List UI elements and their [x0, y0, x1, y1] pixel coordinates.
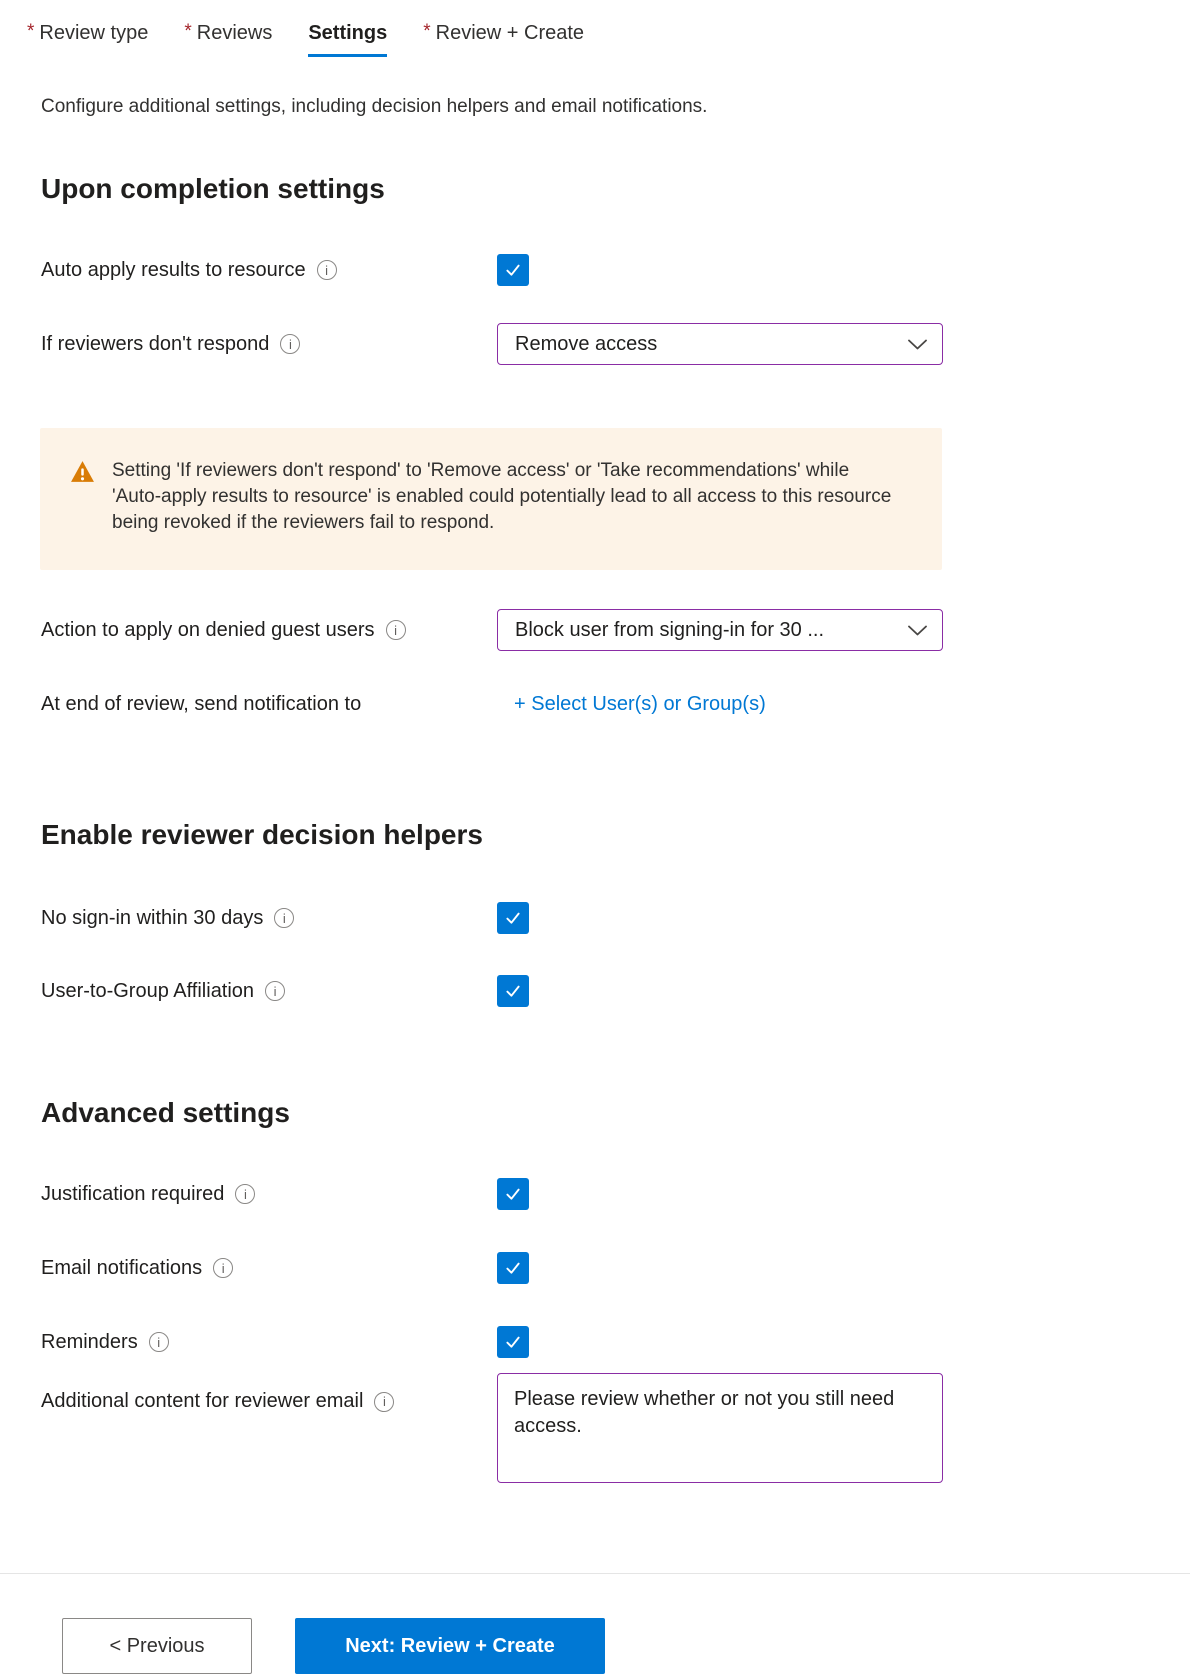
reminders-checkbox[interactable]	[497, 1326, 529, 1358]
reminders-label: Reminders	[41, 1330, 138, 1353]
tab-review-type[interactable]	[27, 22, 148, 54]
tab-label: Review + Create	[435, 22, 585, 44]
denied-guest-row	[41, 609, 1170, 651]
reviewer-email-content-row	[41, 1373, 1170, 1483]
select-users-groups-link[interactable]: + Select User(s) or Group(s)	[514, 692, 766, 715]
info-icon[interactable]	[280, 334, 300, 354]
info-icon[interactable]	[265, 981, 285, 1001]
reminders-row	[41, 1326, 1170, 1358]
email-notifications-label: Email notifications	[41, 1256, 203, 1279]
auto-apply-checkbox[interactable]	[497, 254, 529, 286]
info-icon[interactable]	[374, 1392, 394, 1412]
justification-label: Justification required	[41, 1182, 225, 1205]
no-respond-label: If reviewers don't respond	[41, 332, 270, 355]
tab-label: Settings	[308, 22, 387, 57]
chevron-down-icon	[908, 625, 927, 636]
end-notification-row	[41, 690, 1170, 718]
section-heading-advanced: Advanced settings	[41, 1097, 290, 1128]
info-icon[interactable]	[386, 620, 406, 640]
dropdown-selected-value: Block user from signing-in for 30 ...	[515, 618, 825, 641]
check-icon	[503, 260, 523, 280]
email-notifications-row	[41, 1252, 1170, 1284]
check-icon	[503, 1332, 523, 1352]
no-signin-label: No sign-in within 30 days	[41, 906, 264, 929]
reviewer-email-content-label: Additional content for reviewer email	[41, 1390, 364, 1412]
tab-settings[interactable]	[308, 22, 387, 57]
previous-button[interactable]: < Previous	[62, 1618, 252, 1674]
check-icon	[503, 908, 523, 928]
denied-guest-label: Action to apply on denied guest users	[41, 618, 375, 641]
no-signin-checkbox[interactable]	[497, 902, 529, 934]
info-icon[interactable]	[235, 1184, 255, 1204]
info-icon[interactable]	[213, 1258, 233, 1278]
next-review-create-button[interactable]: Next: Review + Create	[295, 1618, 605, 1674]
check-icon	[503, 981, 523, 1001]
denied-guest-action-dropdown[interactable]	[497, 609, 943, 651]
wizard-tabs	[27, 22, 584, 57]
if-reviewers-dont-respond-dropdown[interactable]	[497, 323, 943, 365]
warning-text: Setting 'If reviewers don't respond' to 'Remove access' or 'Take recommendations' while 'Auto-apply results to resource' is enabled could potentially lead to all access to this resource being revoked if the reviewers fail to respond.	[112, 460, 892, 533]
justification-checkbox[interactable]	[497, 1178, 529, 1210]
user-group-affiliation-label: User-to-Group Affiliation	[41, 979, 255, 1002]
tab-reviews[interactable]	[184, 22, 272, 54]
warning-banner	[40, 428, 942, 570]
footer-divider	[0, 1573, 1190, 1574]
chevron-down-icon	[908, 339, 927, 350]
reviewer-email-content-textarea[interactable]	[497, 1373, 943, 1483]
end-notification-label: At end of review, send notification to	[41, 692, 362, 715]
section-heading-decision-helpers: Enable reviewer decision helpers	[41, 819, 483, 850]
warning-icon	[70, 460, 95, 483]
auto-apply-row	[41, 254, 1170, 286]
auto-apply-label: Auto apply results to resource	[41, 258, 306, 281]
user-group-affiliation-checkbox[interactable]	[497, 975, 529, 1007]
check-icon	[503, 1184, 523, 1204]
intro-text: Configure additional settings, including decision helpers and email notifications.	[41, 96, 708, 117]
no-respond-row	[41, 323, 1170, 365]
info-icon[interactable]	[149, 1332, 169, 1352]
tab-review-create[interactable]	[423, 22, 584, 54]
required-marker: *	[27, 21, 35, 42]
info-icon[interactable]	[274, 908, 294, 928]
tab-label: Review type	[39, 22, 149, 44]
user-group-affiliation-row	[41, 975, 1170, 1007]
email-notifications-checkbox[interactable]	[497, 1252, 529, 1284]
info-icon[interactable]	[317, 260, 337, 280]
dropdown-selected-value: Remove access	[515, 332, 658, 355]
required-marker: *	[423, 21, 431, 42]
required-marker: *	[184, 21, 192, 42]
no-signin-row	[41, 902, 1170, 934]
section-heading-upon-completion: Upon completion settings	[41, 173, 385, 204]
check-icon	[503, 1258, 523, 1278]
tab-label: Reviews	[196, 22, 273, 44]
justification-row	[41, 1178, 1170, 1210]
